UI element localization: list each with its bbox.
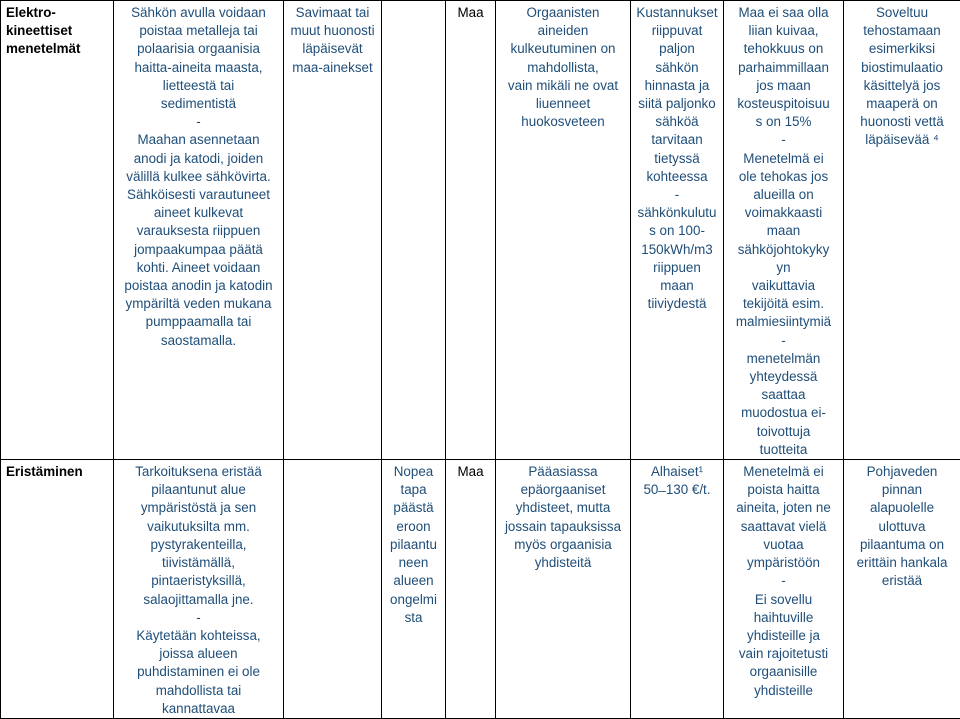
cell-line: neen (385, 554, 442, 572)
cell-line: malmiesiintymiä (727, 313, 840, 331)
cell-line: vain mikäli ne ovat (499, 77, 627, 95)
cell-line: sähköä (634, 113, 720, 131)
cell-line: Ei sovellu (727, 591, 840, 609)
limitations-cell (724, 460, 844, 719)
cell-line: sähkönkulutu (634, 204, 720, 222)
cell-line: Alhaiset¹ (634, 463, 720, 481)
cell-line: tehostamaan (847, 22, 957, 40)
cell-line: alueen (385, 572, 442, 590)
cell-line: - (117, 113, 280, 131)
cell-line: kohti. Aineet voidaan (117, 259, 280, 277)
cell-line: esimerkiksi (847, 40, 957, 58)
cell-line: voimakkaasti (727, 204, 840, 222)
cell-line: yhteydessä (727, 368, 840, 386)
cell-line: Tarkoituksena eristää (117, 463, 280, 481)
cell-line: poista haitta (727, 481, 840, 499)
cell-line: joissa alueen (117, 645, 280, 663)
cell-line: parhaimmillaan (727, 59, 840, 77)
medium-cell (446, 460, 496, 719)
cell-line: mahdollista, (499, 59, 627, 77)
cell-line: sta (385, 609, 442, 627)
cell-line: myös orgaanisia (499, 536, 627, 554)
cell-line: läpäisevää ⁴ (847, 131, 957, 149)
cell-line: kineettiset (6, 22, 110, 40)
table-row (1, 1, 960, 460)
cell-line: pintaeristyksillä, (117, 572, 280, 590)
cell-line: kannattavaa (117, 700, 280, 718)
duration-cell (382, 1, 446, 460)
method-cell (1, 1, 114, 460)
cell-line: toivottuja (727, 423, 840, 441)
cell-line: ympäriltä veden mukana (117, 295, 280, 313)
cell-line: Sähköisesti varautuneet (117, 186, 280, 204)
cell-line: Käytetään kohteissa, (117, 627, 280, 645)
cell-line: jossain tapauksissa (499, 518, 627, 536)
cell-line: pilaantuma on (847, 536, 957, 554)
cell-line: liuenneet (499, 95, 627, 113)
cell-line: käsittelyä jos (847, 77, 957, 95)
cell-line: poistaa metalleja tai (117, 22, 280, 40)
cell-line: haihtuville (727, 609, 840, 627)
cell-line: Eristäminen (6, 463, 110, 481)
cell-line: saattavat vielä (727, 518, 840, 536)
cell-line: epäorgaaniset (499, 481, 627, 499)
cell-line: - (727, 332, 840, 350)
cell-line: tehokkuus on (727, 40, 840, 58)
cell-line: aineet kulkevat (117, 204, 280, 222)
cell-line: - (117, 609, 280, 627)
cell-line: menetelmät (6, 40, 110, 58)
cell-line: 150kWh/m3 (634, 241, 720, 259)
cell-line: eroon (385, 518, 442, 536)
cell-line: pystyrakenteilla, (117, 536, 280, 554)
cell-line: kosteuspitoisuu (727, 95, 840, 113)
cell-line: - (727, 572, 840, 590)
cell-line: s on 15% (727, 113, 840, 131)
soil-type-cell (284, 460, 382, 719)
cell-line: orgaanisille (727, 663, 840, 681)
cell-line: pilaantunut alue (117, 481, 280, 499)
cell-line: Elektro- (6, 4, 110, 22)
cell-line: biostimulaatio (847, 59, 957, 77)
cell-line: hinnasta ja (634, 77, 720, 95)
cell-line: Nopea (385, 463, 442, 481)
table-row (1, 460, 960, 719)
cell-line: 50 ̶ 130 €/t. (634, 481, 720, 499)
duration-cell (382, 460, 446, 719)
cell-line: yn (727, 259, 840, 277)
cell-line: pumppaamalla tai (117, 313, 280, 331)
cell-line: varauksesta riippuen (117, 222, 280, 240)
cell-line: Soveltuu (847, 4, 957, 22)
cell-line: kulkeutuminen on (499, 40, 627, 58)
cell-line: yhdisteet, mutta (499, 499, 627, 517)
cell-line: tekijöitä esim. (727, 295, 840, 313)
cell-line: riippuvat (634, 22, 720, 40)
cell-line: puhdistaminen ei ole (117, 663, 280, 681)
cell-line: liian kuivaa, (727, 22, 840, 40)
cell-line: mahdollista tai (117, 682, 280, 700)
cell-line: huonosti vettä (847, 113, 957, 131)
cell-line: maa-ainekset (287, 59, 378, 77)
cell-line: kohteessa (634, 168, 720, 186)
cell-line: vain rajoitetusti (727, 645, 840, 663)
cell-line: saostamalla. (117, 332, 280, 350)
cell-line: maaperä on (847, 95, 957, 113)
cell-line: - (634, 186, 720, 204)
cell-line: eristää (847, 572, 957, 590)
cell-line: jompaakumpaa päätä (117, 241, 280, 259)
description-cell (114, 1, 284, 460)
cell-line: sähkön (634, 59, 720, 77)
cell-line: - (727, 131, 840, 149)
cell-line: välillä kulkee sähkövirta. (117, 168, 280, 186)
cell-line: tapa (385, 481, 442, 499)
cell-line: vaikutuksilta mm. (117, 518, 280, 536)
cell-line: paljon (634, 40, 720, 58)
cell-line: Maa ei saa olla (727, 4, 840, 22)
cell-line: Menetelmä ei (727, 463, 840, 481)
cell-line: tiiviydestä (634, 295, 720, 313)
cell-line: Orgaanisten (499, 4, 627, 22)
cell-line: jos maan (727, 77, 840, 95)
contaminants-cell (496, 460, 631, 719)
method-cell (1, 460, 114, 719)
cell-line: alueilla on (727, 186, 840, 204)
cell-line: ulottuva (847, 518, 957, 536)
cell-line: tuotteita (727, 441, 840, 459)
cell-line: erittäin hankala (847, 554, 957, 572)
cell-line: maan (634, 277, 720, 295)
cell-line: Savimaat tai (287, 4, 378, 22)
cell-line: Kustannukset (634, 4, 720, 22)
cell-line: saattaa (727, 386, 840, 404)
cell-line: Maa (449, 4, 492, 22)
cell-line: Maa (449, 463, 492, 481)
cell-line: aineita, joten ne (727, 499, 840, 517)
cell-line: ongelmi (385, 591, 442, 609)
cell-line: vuotaa (727, 536, 840, 554)
medium-cell (446, 1, 496, 460)
cell-line: tarvitaan (634, 131, 720, 149)
soil-type-cell (284, 1, 382, 460)
cell-line: Menetelmä ei (727, 150, 840, 168)
cell-line: yhdisteille ja (727, 627, 840, 645)
cell-line: ympäristöön (727, 554, 840, 572)
cell-line: sähköjohtokyky (727, 241, 840, 259)
cell-line: riippuen (634, 259, 720, 277)
cell-line: muodostua ei- (727, 404, 840, 422)
cell-line: menetelmän (727, 350, 840, 368)
costs-cell (631, 1, 724, 460)
cell-line: aineiden (499, 22, 627, 40)
cell-line: salaojittamalla jne. (117, 591, 280, 609)
cell-line: päästä (385, 499, 442, 517)
cell-line: s on 100- (634, 222, 720, 240)
cell-line: Pohjaveden (847, 463, 957, 481)
cell-line: Sähkön avulla voidaan (117, 4, 280, 22)
cell-line: polaarisia orgaanisia (117, 40, 280, 58)
cell-line: poistaa anodin ja katodin (117, 277, 280, 295)
cell-line: alapuolelle (847, 499, 957, 517)
cell-line: vaikuttavia (727, 277, 840, 295)
cell-line: anodi ja katodi, joiden (117, 150, 280, 168)
description-cell (114, 460, 284, 719)
suitability-cell (844, 1, 960, 460)
costs-cell (631, 460, 724, 719)
cell-line: Maahan asennetaan (117, 131, 280, 149)
cell-line: pinnan (847, 481, 957, 499)
cell-line: haitta-aineita maasta, (117, 59, 280, 77)
suitability-cell (844, 460, 960, 719)
cell-line: lietteestä tai (117, 77, 280, 95)
cell-line: läpäisevät (287, 40, 378, 58)
cell-line: ympäristöstä ja sen (117, 499, 280, 517)
cell-line: huokosveteen (499, 113, 627, 131)
cell-line: pilaantu (385, 536, 442, 554)
cell-line: tietyssä (634, 150, 720, 168)
cell-line: ole tehokas jos (727, 168, 840, 186)
cell-line: sedimentistä (117, 95, 280, 113)
cell-line: yhdisteitä (499, 554, 627, 572)
cell-line: Pääasiassa (499, 463, 627, 481)
cell-line: muut huonosti (287, 22, 378, 40)
limitations-cell (724, 1, 844, 460)
cell-line: maan (727, 222, 840, 240)
cell-line: siitä paljonko (634, 95, 720, 113)
cell-line: yhdisteille (727, 682, 840, 700)
cell-line: tiivistämällä, (117, 554, 280, 572)
contaminants-cell (496, 1, 631, 460)
